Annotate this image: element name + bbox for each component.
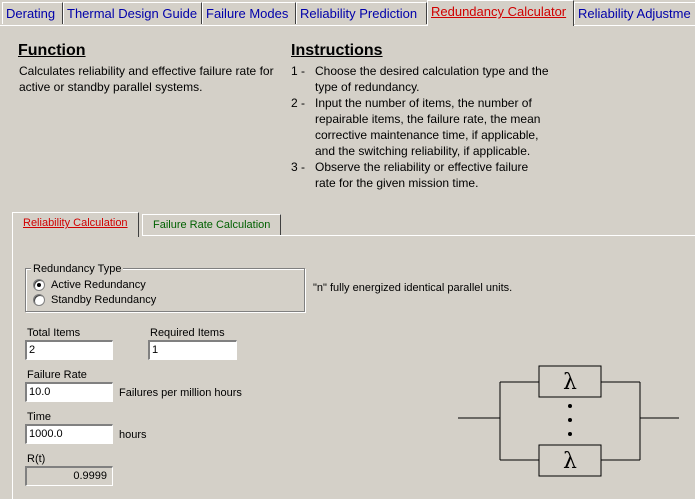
instructions-heading: Instructions [291, 42, 383, 59]
instruction-number: 3 - [291, 160, 306, 174]
redundancy-type-title: Redundancy Type [33, 263, 122, 275]
instruction-item [291, 63, 551, 95]
result-label: R(t) [27, 453, 46, 465]
tab-derating[interactable]: Derating [2, 2, 63, 24]
radio-label: Standby Redundancy [51, 294, 157, 306]
tab-redundancy-calculator[interactable]: Redundancy Calculator [427, 0, 574, 26]
required-items-input[interactable]: 1 [148, 340, 237, 360]
tab-reliability-adjustment[interactable]: Reliability Adjustme [574, 2, 695, 24]
tab-failure-modes[interactable]: Failure Modes [202, 2, 296, 24]
instruction-number: 1 - [291, 64, 306, 78]
failure-rate-input[interactable]: 10.0 [25, 382, 113, 402]
top-tab-strip [0, 0, 695, 26]
time-input[interactable]: 1000.0 [25, 424, 113, 444]
diagram-ellipsis-dot [568, 404, 572, 408]
failure-rate-unit: Failures per million hours [119, 387, 242, 399]
inner-panel-top-border [142, 235, 695, 236]
redundancy-description: "n" fully energized identical parallel units. [313, 282, 513, 294]
failure-rate-label: Failure Rate [27, 369, 87, 381]
required-items-label: Required Items [150, 327, 225, 339]
instruction-text: Choose the desired calculation type and the type of redundancy. [315, 64, 549, 94]
parallel-redundancy-diagram [455, 360, 685, 480]
instructions-list [291, 63, 551, 191]
instruction-item [291, 159, 551, 191]
tab-thermal-design-guide[interactable]: Thermal Design Guide [63, 2, 202, 24]
radio-standby-redundancy[interactable] [33, 293, 156, 307]
radio-button[interactable] [33, 294, 45, 306]
radio-label: Active Redundancy [51, 279, 146, 291]
total-items-input[interactable]: 2 [25, 340, 113, 360]
tab-reliability-calculation[interactable]: Reliability Calculation [12, 212, 139, 237]
inner-panel-left-border [12, 236, 13, 499]
lambda-symbol-bottom: λ [563, 449, 577, 474]
lambda-symbol-top: λ [563, 370, 577, 395]
panel-top-border [0, 25, 695, 26]
diagram-ellipsis-dot [568, 418, 572, 422]
radio-button-checked[interactable] [33, 279, 45, 291]
instruction-text: Observe the reliability or effective failure rate for the given mission time. [315, 160, 529, 190]
result-output: 0.9999 [25, 466, 113, 486]
function-heading: Function [18, 42, 86, 59]
instruction-number: 2 - [291, 96, 306, 110]
time-label: Time [27, 411, 52, 423]
instruction-item [291, 95, 551, 159]
tab-reliability-prediction[interactable]: Reliability Prediction [296, 2, 427, 24]
diagram-ellipsis-dot [568, 432, 572, 436]
total-items-label: Total Items [27, 327, 81, 339]
instruction-text: Input the number of items, the number of repairable items, the failure rate, the mean corrective maintenance time, if applicable, and the switching reliability, if applicable. [315, 96, 541, 158]
tab-failure-rate-calculation[interactable]: Failure Rate Calculation [142, 214, 281, 236]
radio-active-redundancy[interactable] [33, 278, 146, 292]
time-unit: hours [119, 429, 147, 441]
function-text: Calculates reliability and effective failure rate for active or standby parallel systems. [19, 64, 274, 94]
